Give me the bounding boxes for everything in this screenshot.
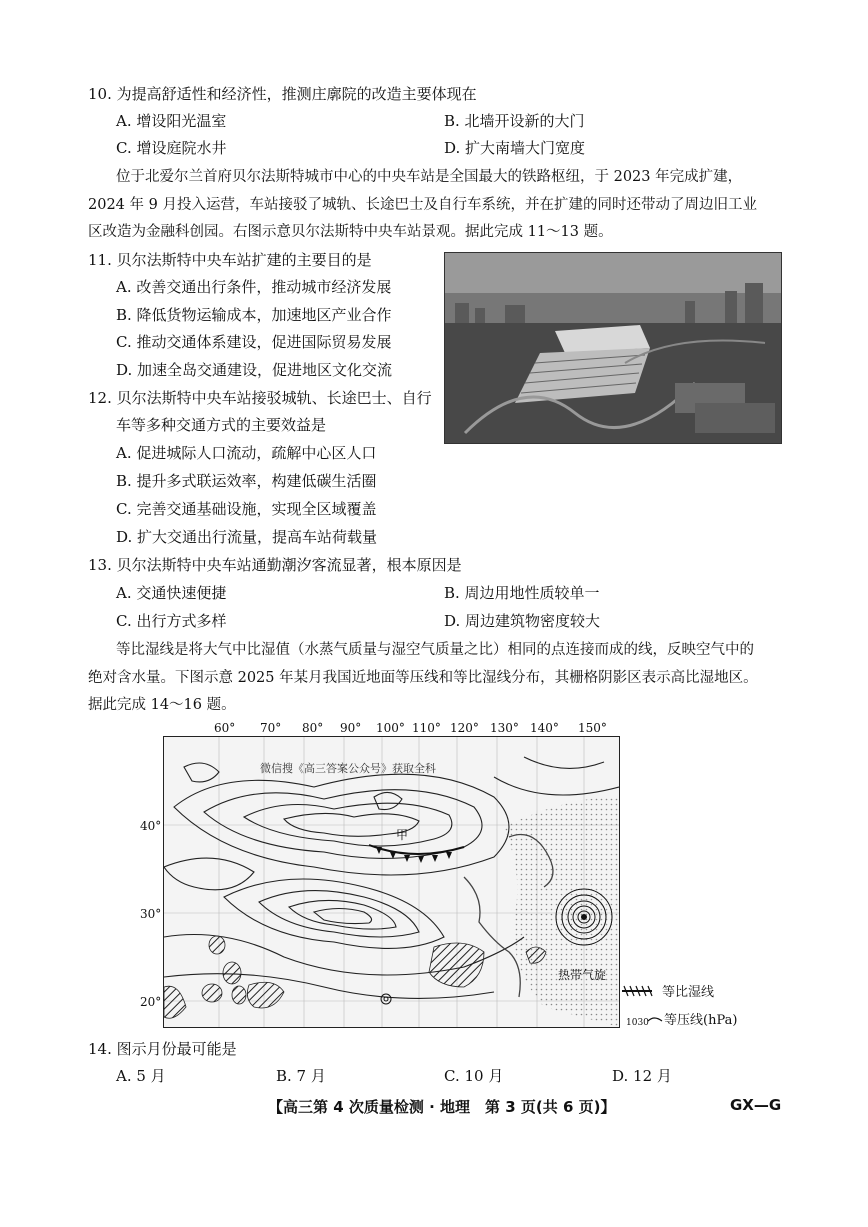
q10-option-a: A. 增设阳光温室 bbox=[116, 112, 227, 130]
isobar-legend-icon bbox=[648, 1015, 664, 1025]
q11-option-a: A. 改善交通出行条件，推动城市经济发展 bbox=[116, 278, 392, 296]
intro1-line-3: 区改造为金融科创园。右图示意贝尔法斯特中央车站景观。据此完成 11～13 题。 bbox=[88, 224, 613, 240]
lon-label: 110° bbox=[412, 721, 441, 735]
q13-stem: 13. 贝尔法斯特中央车站通勤潮汐客流显著，根本原因是 bbox=[88, 556, 462, 574]
lat-label: 40° bbox=[140, 819, 162, 833]
lon-label: 150° bbox=[578, 721, 607, 735]
q12-stem-line-2: 车等多种交通方式的主要效益是 bbox=[116, 416, 327, 434]
intro1-line-2: 2024 年 9 月投入运营，车站接驳了城轨、长途巴士及自行车系统，并在扩建的同时还带动了周边旧工业 bbox=[88, 197, 757, 213]
lon-label: 100° bbox=[376, 721, 405, 735]
isobar-humidity-map bbox=[164, 737, 619, 1027]
lon-label: 80° bbox=[302, 721, 324, 735]
q13-option-c: C. 出行方式多样 bbox=[116, 612, 227, 630]
q12-stem-line-1: 12. 贝尔法斯特中央车站接驳城轨、长途巴士、自行 bbox=[88, 389, 432, 407]
q13-option-a: A. 交通快速便捷 bbox=[116, 584, 227, 602]
humidity-line-legend-icon bbox=[622, 985, 658, 997]
lon-label: 120° bbox=[450, 721, 479, 735]
typhoon-label: 热带气旋 bbox=[558, 968, 607, 982]
q12-option-d: D. 扩大交通出行流量，提高车站荷载量 bbox=[116, 528, 378, 546]
intro1-line-1: 位于北爱尔兰首府贝尔法斯特城市中心的中央车站是全国最大的铁路枢纽，于 2023 年完成扩建， bbox=[116, 169, 743, 185]
station-photo bbox=[444, 252, 782, 444]
page-footer: 【高三第 4 次质量检测 · 地理 第 3 页(共 6 页)】 bbox=[268, 1098, 616, 1116]
q13-option-b: B. 周边用地性质较单一 bbox=[444, 584, 600, 602]
q14-option-d: D. 12 月 bbox=[612, 1067, 672, 1085]
legend-isobar-label: 等压线(hPa) bbox=[664, 1013, 738, 1028]
q10-option-d: D. 扩大南墙大门宽度 bbox=[444, 139, 586, 157]
lon-label: 70° bbox=[260, 721, 282, 735]
station-photo-illustration bbox=[445, 253, 781, 443]
map-watermark: 微信搜《高三答案公众号》获取全科 bbox=[260, 762, 436, 775]
weather-map bbox=[163, 736, 620, 1028]
q14-option-c: C. 10 月 bbox=[444, 1067, 504, 1085]
lat-label: 20° bbox=[140, 995, 162, 1009]
map-label-jia: 甲 bbox=[396, 828, 409, 842]
q13-option-d: D. 周边建筑物密度较大 bbox=[444, 612, 601, 630]
q14-option-a: A. 5 月 bbox=[116, 1067, 166, 1085]
q11-option-c: C. 推动交通体系建设，促进国际贸易发展 bbox=[116, 333, 392, 351]
q12-option-b: B. 提升多式联运效率，构建低碳生活圈 bbox=[116, 472, 377, 490]
q10-option-c: C. 增设庭院水井 bbox=[116, 139, 227, 157]
q12-option-a: A. 促进城际人口流动，疏解中心区人口 bbox=[116, 444, 377, 462]
lon-label: 140° bbox=[530, 721, 559, 735]
q14-option-b: B. 7 月 bbox=[276, 1067, 326, 1085]
q14-stem: 14. 图示月份最可能是 bbox=[88, 1040, 237, 1058]
lon-label: 130° bbox=[490, 721, 519, 735]
q11-stem: 11. 贝尔法斯特中央车站扩建的主要目的是 bbox=[88, 251, 372, 269]
intro2-line-2: 绝对含水量。下图示意 2025 年某月我国近地面等压线和等比湿线分布，其栅格阴影区表示高比湿地区。 bbox=[88, 670, 758, 686]
q11-option-b: B. 降低货物运输成本，加速地区产业合作 bbox=[116, 306, 392, 324]
intro2-line-3: 据此完成 14～16 题。 bbox=[88, 697, 236, 713]
lon-label: 60° bbox=[214, 721, 236, 735]
lon-label: 90° bbox=[340, 721, 362, 735]
q11-option-d: D. 加速全岛交通建设，促进地区文化交流 bbox=[116, 361, 393, 379]
q10-option-b: B. 北墙开设新的大门 bbox=[444, 112, 585, 130]
legend-isobar-value: 1030 bbox=[626, 1018, 649, 1028]
legend-humidity-label: 等比湿线 bbox=[662, 985, 715, 1000]
q10-stem: 10. 为提高舒适性和经济性，推测庄廓院的改造主要体现在 bbox=[88, 85, 477, 103]
q12-option-c: C. 完善交通基础设施，实现全区域覆盖 bbox=[116, 500, 377, 518]
page-code: GX—G bbox=[730, 1096, 782, 1114]
lat-label: 30° bbox=[140, 907, 162, 921]
intro2-line-1: 等比湿线是将大气中比湿值（水蒸气质量与湿空气质量之比）相同的点连接而成的线，反映空气中的 bbox=[116, 642, 754, 658]
